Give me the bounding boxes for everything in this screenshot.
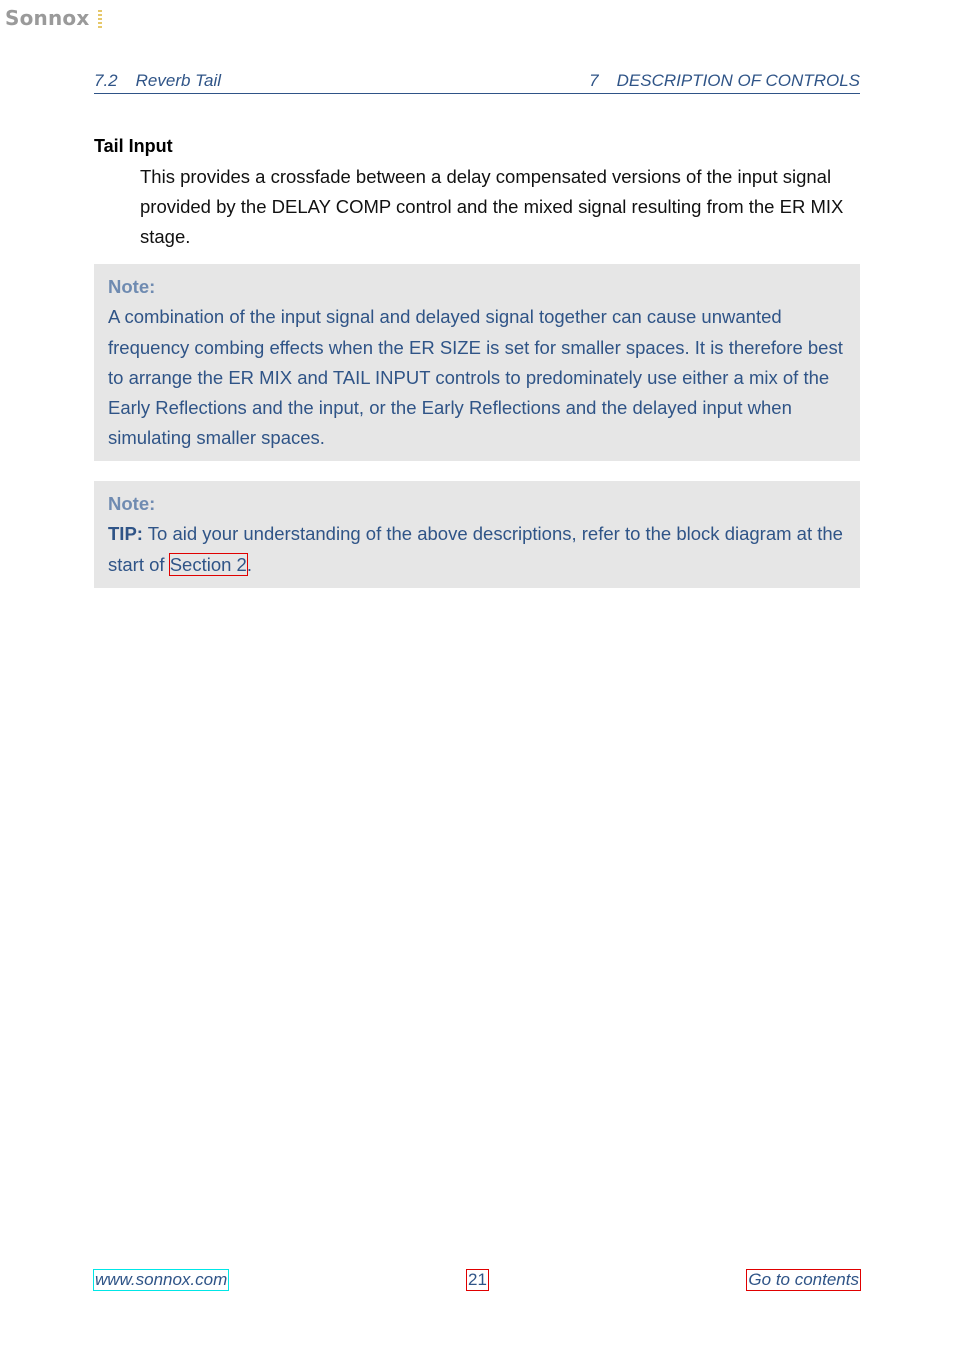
- tip-box: [94, 481, 860, 588]
- footer: [94, 1270, 860, 1294]
- logo-dots-icon: [98, 10, 102, 28]
- tip-text-after: .: [246, 553, 252, 575]
- header-chapter-title: DESCRIPTION OF CONTROLS: [616, 71, 860, 90]
- note-text: A combination of the input signal and delayed signal together can cause unwanted frequency combing effects when the ER SIZE is set for smaller spaces. It is therefore best to arrange the ER MIX and TAIL INPUT controls to predominately use either a mix of the Early Reflections and the input, or the Early Reflections and the delayed input when simulating smaller spaces.: [108, 306, 843, 449]
- section-2-link[interactable]: Section 2: [169, 553, 247, 575]
- header-chapter-number: 7: [589, 71, 599, 90]
- go-to-contents-link[interactable]: Go to contents: [748, 1270, 859, 1289]
- page-number-link[interactable]: 21: [468, 1270, 487, 1289]
- section-heading: Tail Input: [94, 136, 173, 156]
- running-header: [94, 71, 860, 94]
- tip-text: [108, 519, 846, 580]
- sonnox-logo: Sonnox: [5, 6, 90, 30]
- header-section: [94, 71, 221, 91]
- header-section-title: Reverb Tail: [135, 71, 221, 90]
- note-label: Note:: [108, 493, 156, 514]
- tip-label: TIP:: [108, 523, 143, 545]
- note-box: [94, 264, 860, 461]
- body-paragraph: This provides a crossfade between a delay compensated versions of the input signal provided by the DELAY COMP control and the mixed signal resulting from the ER MIX stage.: [140, 166, 844, 247]
- website-link[interactable]: www.sonnox.com: [95, 1270, 228, 1289]
- header-section-number: 7.2: [94, 71, 118, 90]
- tip-text-before: To aid your understanding of the above descriptions, refer to the block diagram at the start of: [108, 523, 843, 575]
- header-chapter: [589, 71, 860, 91]
- note-label: Note:: [108, 276, 156, 297]
